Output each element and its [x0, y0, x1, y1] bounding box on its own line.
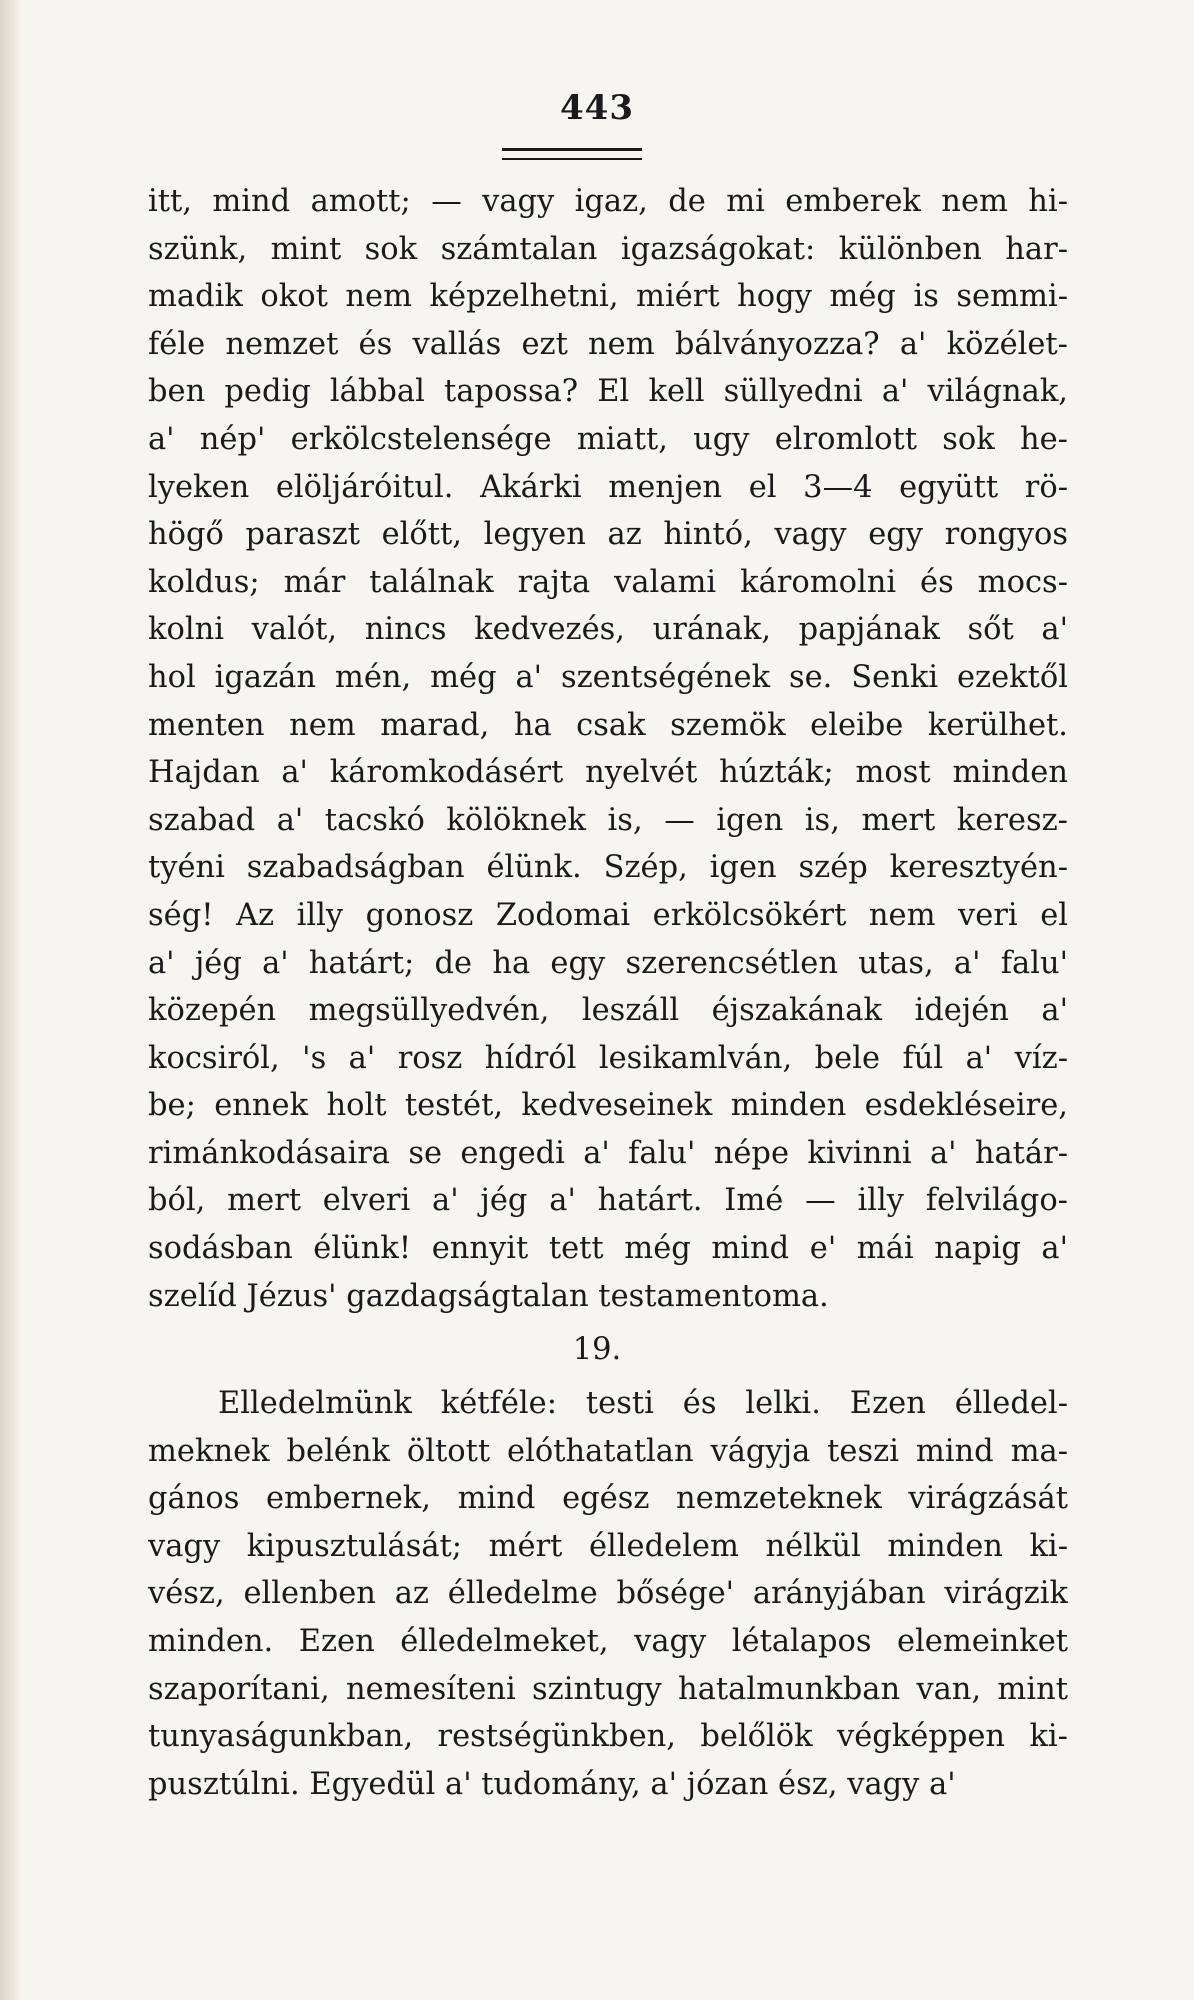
text-line: be; ennek holt testét, kedveseinek minden esdekléseire, [148, 1088, 1068, 1124]
text-line: szünk, mint sok számtalan igazságokat: különben har- [148, 231, 1068, 267]
text-line: szabad a' tacskó kölöknek is, — igen is, mert keresz- [148, 802, 1068, 838]
text-line: szaporítani, nemesíteni szintugy hatalmunkban van, mint [148, 1671, 1068, 1707]
text-line: szelíd Jézus' gazdagságtalan testamentoma. [148, 1278, 829, 1314]
paragraph-2 [148, 1380, 1068, 1808]
text-line: ból, mert elveri a' jég a' határt. Imé — illy felvilágo- [148, 1183, 1068, 1219]
text-line: minden. Ezen élledelmeket, vagy létalapos elemeinket [148, 1623, 1068, 1659]
text-line: tunyaságunkban, restségünkben, belőlök végképpen ki- [148, 1719, 1068, 1755]
text-line: vagy kipusztulását; mért élledelem nélkül minden ki- [148, 1528, 1068, 1564]
section-number: 19. [572, 1332, 622, 1367]
text-line: rimánkodásaira se engedi a' falu' népe kivinni a' határ- [148, 1135, 1068, 1171]
text-line: ség! Az illy gonosz Zodomai erkölcsökért nem veri el [148, 897, 1068, 933]
text-line: pusztúlni. Egyedül a' tudomány, a' józan ész, vagy a' [148, 1766, 956, 1802]
text-line: közepén megsüllyedvén, leszáll éjszakának idején a' [148, 993, 1068, 1029]
text-line: Elledelmünk kétféle: testi és lelki. Ezen élledel- [218, 1386, 1068, 1421]
text-line: tyéni szabadságban élünk. Szép, igen szép keresztyén- [148, 850, 1068, 886]
text-line: itt, mind amott; — vagy igaz, de mi emberek nem hi- [148, 184, 1068, 219]
text-line: lyeken elöljáróitul. Akárki menjen el 3—4 együtt rö- [148, 469, 1068, 505]
text-line: madik okot nem képzelhetni, miért hogy még is semmi- [148, 279, 1068, 315]
text-line: hol igazán mén, még a' szentségének se. Senki ezektől [148, 659, 1068, 695]
header-rule [502, 148, 642, 160]
text-line: vész, ellenben az élledelme bősége' arányjában virágzik [148, 1576, 1068, 1612]
text-line: Hajdan a' káromkodásért nyelvét húzták; most minden [148, 755, 1068, 791]
page-number: 443 [560, 88, 634, 128]
text-line: a' jég a' határt; de ha egy szerencsétlen utas, a' falu' [148, 945, 1068, 981]
text-line: a' nép' erkölcstelensége miatt, ugy elromlott sok he- [148, 421, 1068, 457]
text-line: kolni valót, nincs kedvezés, urának, papjának sőt a' [148, 612, 1068, 648]
text-line: menten nem marad, ha csak szemök eleibe kerülhet. [148, 707, 1068, 743]
page-edge [0, 0, 22, 2000]
text-line: koldus; már találnak rajta valami káromolni és mocs- [148, 564, 1068, 600]
text-line: ben pedig lábbal tapossa? El kell süllyedni a' világnak, [148, 374, 1068, 410]
paragraph-1 [148, 178, 1068, 1320]
text-line: kocsiról, 's a' rosz hídról lesikamlván, bele fúl a' víz- [148, 1040, 1068, 1076]
text-line: féle nemzet és vallás ezt nem bálványozza? a' közélet- [148, 326, 1068, 362]
text-line: meknek belénk öltott elóthatatlan vágyja teszi mind ma- [148, 1433, 1068, 1469]
text-line: högő paraszt előtt, legyen az hintó, vagy egy rongyos [148, 517, 1068, 553]
text-line: sodásban élünk! ennyit tett még mind e' mái napig a' [148, 1231, 1068, 1267]
text-line: gános embernek, mind egész nemzeteknek virágzását [148, 1481, 1068, 1517]
